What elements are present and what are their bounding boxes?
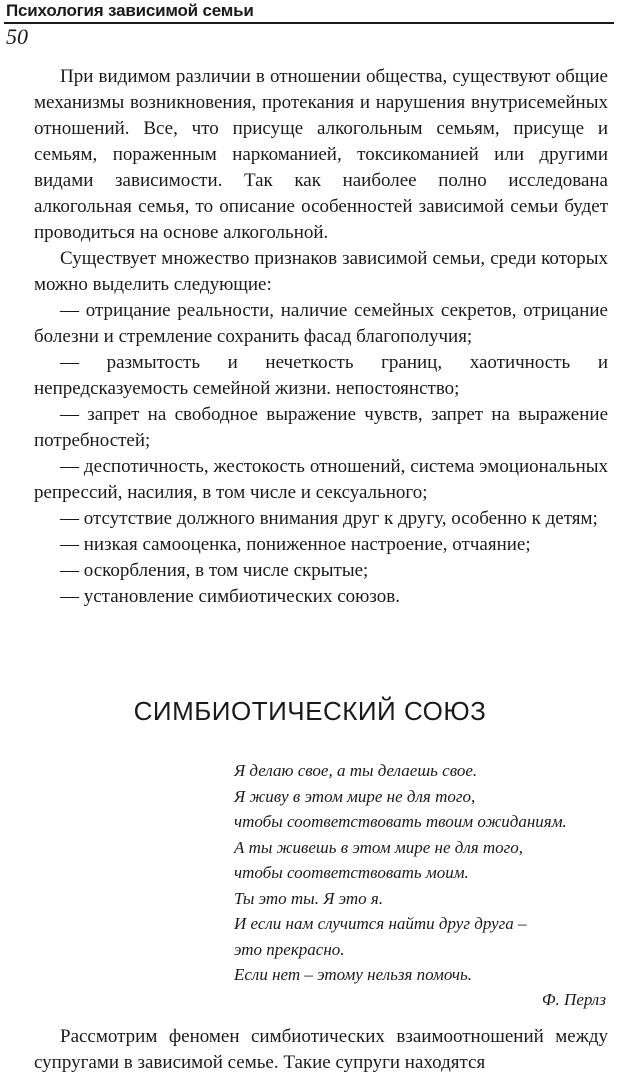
section-heading: СИМБИОТИЧЕСКИЙ СОЮЗ (133, 696, 487, 726)
epigraph-line: Я живу в этом мире не для того, (234, 786, 476, 806)
list-item: — запрет на свободное выражение чувств, запрет на выражение потребностей; (34, 404, 608, 451)
paragraph: При видимом различии в отношении общества, существуют общие механизмы возникновения, протекания и нарушения внутрисемейных отношений. Все, что присуще алкогольным семьям, присуще и семьям, пораженным наркоманией, токсикоманией или другими видами зависимости. Так как наиболее полно исследована алкогольная семья, то описание особенностей зависимой семьи будет проводиться на основе алкогольной. (34, 66, 608, 243)
list-item: — размытость и нечеткость границ, хаотичность и непредсказуемость семейной жизни. непостоянство; (34, 352, 608, 399)
epigraph-line: И если нам случится найти друг друга – (234, 914, 527, 933)
paragraph: Существует множество признаков зависимой семьи, среди которых можно выделить следующие: (34, 248, 608, 295)
epigraph (234, 758, 610, 988)
epigraph-line: чтобы соответствовать моим. (234, 863, 469, 882)
epigraph-line: Ты это ты. Я это я. (234, 888, 384, 908)
list-item: — деспотичность, жестокость отношений, система эмоциональных репрессий, насилия, в том числе и сексуального; (34, 456, 608, 503)
epigraph-line: чтобы соответствовать твоим ожиданиям. (234, 812, 567, 831)
epigraph-line: Если нет – этому нельзя помочь. (234, 965, 473, 984)
body-text (34, 64, 608, 610)
header-rule (4, 22, 614, 24)
list-item: — отсутствие должного внимания друг к другу, особенно к детям; (60, 508, 598, 529)
list-item: — низкая самооценка, пониженное настроение, отчаяние; (60, 534, 531, 555)
list-item: — установление симбиотических союзов. (60, 586, 400, 607)
epigraph-author: Ф. Перлз (541, 990, 606, 1009)
list-item: — отрицание реальности, наличие семейных секретов, отрицание болезни и стремление сохранить фасад благополучия; (34, 300, 608, 347)
page-number: 50 (6, 24, 28, 49)
running-head: Психология зависимой семьи (6, 1, 254, 20)
epigraph-line: А ты живешь в этом мире не для того, (234, 837, 524, 857)
epigraph-line: это прекрасно. (234, 939, 345, 959)
paragraph: Рассмотрим феномен симбиотических взаимоотношений между супругами в зависимой семье. Такие супруги находятся (34, 1026, 608, 1073)
epigraph-line: Я делаю свое, а ты делаешь свое. (234, 761, 478, 780)
list-item: — оскорбления, в том числе скрытые; (60, 560, 369, 581)
closing-text (34, 1024, 608, 1076)
